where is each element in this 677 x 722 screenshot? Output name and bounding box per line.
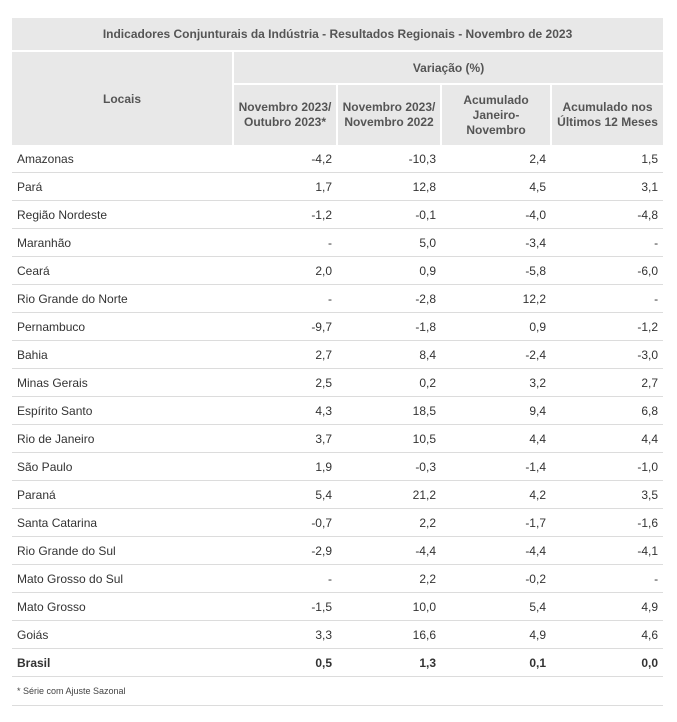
value-cell: -4,1: [551, 537, 663, 565]
table-row: [12, 369, 663, 397]
table-row: [12, 509, 663, 537]
value-cell: -0,3: [337, 453, 441, 481]
value-cell: 12,2: [441, 285, 551, 313]
footnote: * Série com Ajuste Sazonal: [12, 677, 663, 706]
value-cell: -4,8: [551, 201, 663, 229]
value-cell: -9,7: [233, 313, 337, 341]
value-cell: 6,8: [551, 397, 663, 425]
value-cell: -2,4: [441, 341, 551, 369]
local-cell: São Paulo: [12, 453, 233, 481]
value-cell: 1,5: [551, 145, 663, 173]
local-cell: Santa Catarina: [12, 509, 233, 537]
local-cell: Região Nordeste: [12, 201, 233, 229]
local-cell: Maranhão: [12, 229, 233, 257]
value-cell: -10,3: [337, 145, 441, 173]
value-cell: -3,4: [441, 229, 551, 257]
value-cell: 4,4: [441, 425, 551, 453]
table-body: [12, 145, 663, 677]
local-cell: Pernambuco: [12, 313, 233, 341]
value-cell: -: [551, 285, 663, 313]
value-cell: -1,2: [233, 201, 337, 229]
value-cell: 9,4: [441, 397, 551, 425]
value-cell: 2,7: [551, 369, 663, 397]
col-nov-out-header: [233, 84, 337, 145]
value-cell: 4,6: [551, 621, 663, 649]
value-cell: 4,3: [233, 397, 337, 425]
table-row: [12, 229, 663, 257]
table-row: [12, 285, 663, 313]
col-12m-line2: Últimos 12 Meses: [557, 115, 658, 129]
col-acum-line3: Novembro: [466, 122, 526, 137]
local-cell: Rio Grande do Sul: [12, 537, 233, 565]
value-cell: -: [551, 565, 663, 593]
value-cell: -0,1: [337, 201, 441, 229]
table-row: [12, 257, 663, 285]
value-cell: 10,5: [337, 425, 441, 453]
value-cell: 0,1: [441, 649, 551, 677]
value-cell: 5,4: [441, 593, 551, 621]
value-cell: 0,2: [337, 369, 441, 397]
local-cell: Bahia: [12, 341, 233, 369]
table-row: [12, 425, 663, 453]
col-nov-nov-line2: Novembro 2022: [344, 115, 434, 129]
value-cell: 18,5: [337, 397, 441, 425]
value-cell: 10,0: [337, 593, 441, 621]
value-cell: -1,0: [551, 453, 663, 481]
table-row: [12, 453, 663, 481]
value-cell: -4,2: [233, 145, 337, 173]
table-row: [12, 593, 663, 621]
value-cell: 1,7: [233, 173, 337, 201]
value-cell: 4,9: [551, 593, 663, 621]
local-cell: Amazonas: [12, 145, 233, 173]
col-nov-nov-line1: Novembro 2023/: [342, 100, 436, 114]
local-cell: Mato Grosso: [12, 593, 233, 621]
local-cell: Minas Gerais: [12, 369, 233, 397]
value-cell: 3,1: [551, 173, 663, 201]
table-row: [12, 397, 663, 425]
value-cell: 3,2: [441, 369, 551, 397]
table-row: [12, 621, 663, 649]
value-cell: 0,9: [441, 313, 551, 341]
local-cell: Mato Grosso do Sul: [12, 565, 233, 593]
total-row: [12, 649, 663, 677]
value-cell: 2,5: [233, 369, 337, 397]
value-cell: -1,2: [551, 313, 663, 341]
table-row: [12, 537, 663, 565]
value-cell: 5,4: [233, 481, 337, 509]
local-cell: Rio de Janeiro: [12, 425, 233, 453]
value-cell: -4,4: [441, 537, 551, 565]
local-cell: Pará: [12, 173, 233, 201]
col-nov-nov-header: [337, 84, 441, 145]
local-cell: Ceará: [12, 257, 233, 285]
value-cell: 0,5: [233, 649, 337, 677]
table-row: [12, 201, 663, 229]
value-cell: 4,9: [441, 621, 551, 649]
value-cell: -: [233, 229, 337, 257]
value-cell: 4,5: [441, 173, 551, 201]
value-cell: -4,0: [441, 201, 551, 229]
table-row: [12, 173, 663, 201]
col-acum-line1: Acumulado: [463, 92, 529, 107]
table-row: [12, 313, 663, 341]
col-nov-out-line1: Novembro 2023/: [238, 100, 332, 114]
table-row: [12, 145, 663, 173]
value-cell: -0,7: [233, 509, 337, 537]
value-cell: 5,0: [337, 229, 441, 257]
local-cell: Goiás: [12, 621, 233, 649]
value-cell: -: [233, 285, 337, 313]
value-cell: -1,8: [337, 313, 441, 341]
value-cell: 2,0: [233, 257, 337, 285]
col-12m-line1: Acumulado nos: [562, 100, 653, 114]
col-acum-12m-header: [551, 84, 663, 145]
regional-indicators-table: [12, 18, 663, 706]
value-cell: 2,7: [233, 341, 337, 369]
col-acum-jan-nov-header: [441, 84, 551, 145]
table-row: [12, 565, 663, 593]
value-cell: -3,0: [551, 341, 663, 369]
value-cell: 3,5: [551, 481, 663, 509]
value-cell: 4,4: [551, 425, 663, 453]
value-cell: 0,0: [551, 649, 663, 677]
value-cell: -: [551, 229, 663, 257]
value-cell: -1,6: [551, 509, 663, 537]
value-cell: 2,2: [337, 565, 441, 593]
col-nov-out-line2: Outubro 2023*: [243, 115, 327, 129]
table-row: [12, 341, 663, 369]
value-cell: -: [233, 565, 337, 593]
local-cell: Paraná: [12, 481, 233, 509]
value-cell: 1,9: [233, 453, 337, 481]
table-row: [12, 481, 663, 509]
value-cell: -1,4: [441, 453, 551, 481]
variacao-header: Variação (%): [233, 51, 663, 84]
local-cell: Brasil: [12, 649, 233, 677]
local-cell: Espírito Santo: [12, 397, 233, 425]
value-cell: 12,8: [337, 173, 441, 201]
value-cell: 16,6: [337, 621, 441, 649]
value-cell: 2,2: [337, 509, 441, 537]
value-cell: 3,3: [233, 621, 337, 649]
value-cell: -1,5: [233, 593, 337, 621]
value-cell: -1,7: [441, 509, 551, 537]
value-cell: 1,3: [337, 649, 441, 677]
value-cell: 2,4: [441, 145, 551, 173]
locais-header: Locais: [12, 51, 233, 145]
value-cell: -4,4: [337, 537, 441, 565]
col-acum-line2: Janeiro-: [472, 107, 520, 122]
value-cell: -0,2: [441, 565, 551, 593]
local-cell: Rio Grande do Norte: [12, 285, 233, 313]
value-cell: 0,9: [337, 257, 441, 285]
value-cell: 8,4: [337, 341, 441, 369]
value-cell: 21,2: [337, 481, 441, 509]
value-cell: 3,7: [233, 425, 337, 453]
table-title: Indicadores Conjunturais da Indústria - Resultados Regionais - Novembro de 2023: [12, 18, 663, 51]
value-cell: -6,0: [551, 257, 663, 285]
value-cell: 4,2: [441, 481, 551, 509]
value-cell: -5,8: [441, 257, 551, 285]
value-cell: -2,8: [337, 285, 441, 313]
value-cell: -2,9: [233, 537, 337, 565]
